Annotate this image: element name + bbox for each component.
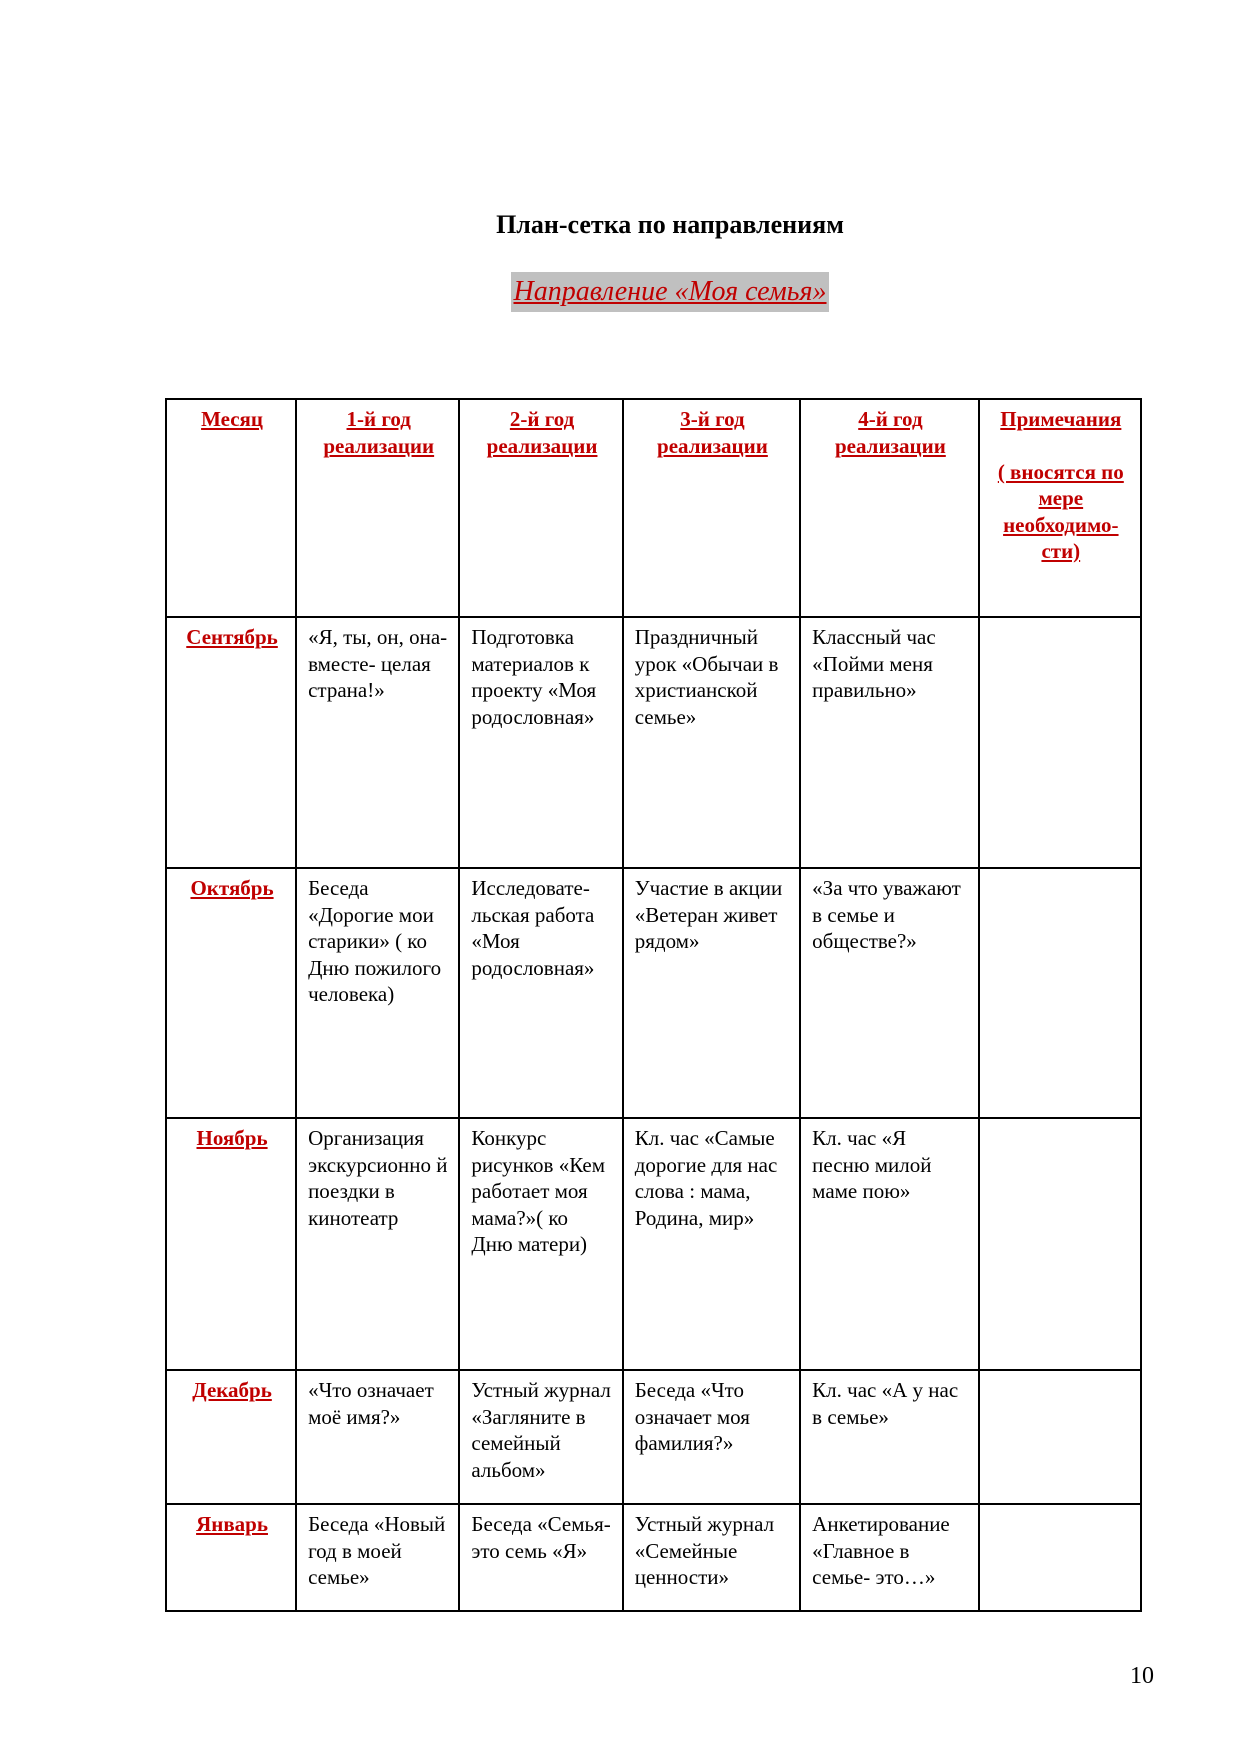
year-1-cell: Беседа «Дорогие мои старики» ( ко Дню пожилого человека): [296, 868, 459, 1118]
year-4-cell: Кл. час «Я песню милой маме пою»: [800, 1118, 978, 1370]
month-cell: Октябрь: [166, 868, 296, 1118]
table-row: [166, 1504, 1141, 1611]
notes-cell: [979, 617, 1141, 868]
year-3-cell: Участие в акции «Ветеран живет рядом»: [623, 868, 800, 1118]
notes-cell: [979, 868, 1141, 1118]
notes-cell: [979, 1118, 1141, 1370]
year-1-cell: Организация экскурсионно й поездки в кинотеатр: [296, 1118, 459, 1370]
year-3-cell: Праздничный урок «Обычаи в христианской семье»: [623, 617, 800, 868]
year-4-cell: Классный час «Пойми меня правильно»: [800, 617, 978, 868]
year-2-cell: Подготовка материалов к проекту «Моя родословная»: [459, 617, 622, 868]
year-1-cell: «Что означает моё имя?»: [296, 1370, 459, 1504]
header-row: [166, 399, 1141, 617]
header-year-3: 3-й год реализации: [623, 399, 800, 617]
year-4-cell: «За что уважают в семье и обществе?»: [800, 868, 978, 1118]
subtitle-container: [0, 272, 1240, 312]
table-row: [166, 617, 1141, 868]
month-cell: Ноябрь: [166, 1118, 296, 1370]
header-notes-label: Примечания: [1000, 407, 1122, 431]
year-3-cell: Кл. час «Самые дорогие для нас слова : мама, Родина, мир»: [623, 1118, 800, 1370]
header-notes-sub: ( вносятся по мере необходимо-сти): [997, 459, 1124, 563]
month-cell: Январь: [166, 1504, 296, 1611]
page-number: 10: [1130, 1663, 1154, 1689]
header-notes: [979, 399, 1141, 617]
table-row: [166, 868, 1141, 1118]
notes-cell: [979, 1370, 1141, 1504]
table-row: [166, 1118, 1141, 1370]
year-2-cell: Беседа «Семья- это семь «Я»: [459, 1504, 622, 1611]
header-year-4: 4-й год реализации: [800, 399, 978, 617]
header-month: Месяц: [166, 399, 296, 617]
year-3-cell: Устный журнал «Семейные ценности»: [623, 1504, 800, 1611]
table-row: [166, 1370, 1141, 1504]
header-year-1: 1-й год реализации: [296, 399, 459, 617]
year-3-cell: Беседа «Что означает моя фамилия?»: [623, 1370, 800, 1504]
header-year-2: 2-й год реализации: [459, 399, 622, 617]
year-4-cell: Анкетирование «Главное в семье- это…»: [800, 1504, 978, 1611]
notes-cell: [979, 1504, 1141, 1611]
month-cell: Декабрь: [166, 1370, 296, 1504]
page-title: План-сетка по направлениям: [496, 210, 844, 239]
year-2-cell: Конкурс рисунков «Кем работает моя мама?»( ко Дню матери): [459, 1118, 622, 1370]
month-cell: Сентябрь: [166, 617, 296, 868]
year-4-cell: Кл. час «А у нас в семье»: [800, 1370, 978, 1504]
year-1-cell: Беседа «Новый год в моей семье»: [296, 1504, 459, 1611]
year-2-cell: Устный журнал «Загляните в семейный альбом»: [459, 1370, 622, 1504]
plan-table: [165, 398, 1142, 1612]
year-2-cell: Исследовате-льская работа «Моя родословная»: [459, 868, 622, 1118]
direction-subtitle: Направление «Моя семья»: [511, 272, 828, 312]
header-notes-gap: [991, 433, 1131, 459]
year-1-cell: «Я, ты, он, она- вместе- целая страна!»: [296, 617, 459, 868]
